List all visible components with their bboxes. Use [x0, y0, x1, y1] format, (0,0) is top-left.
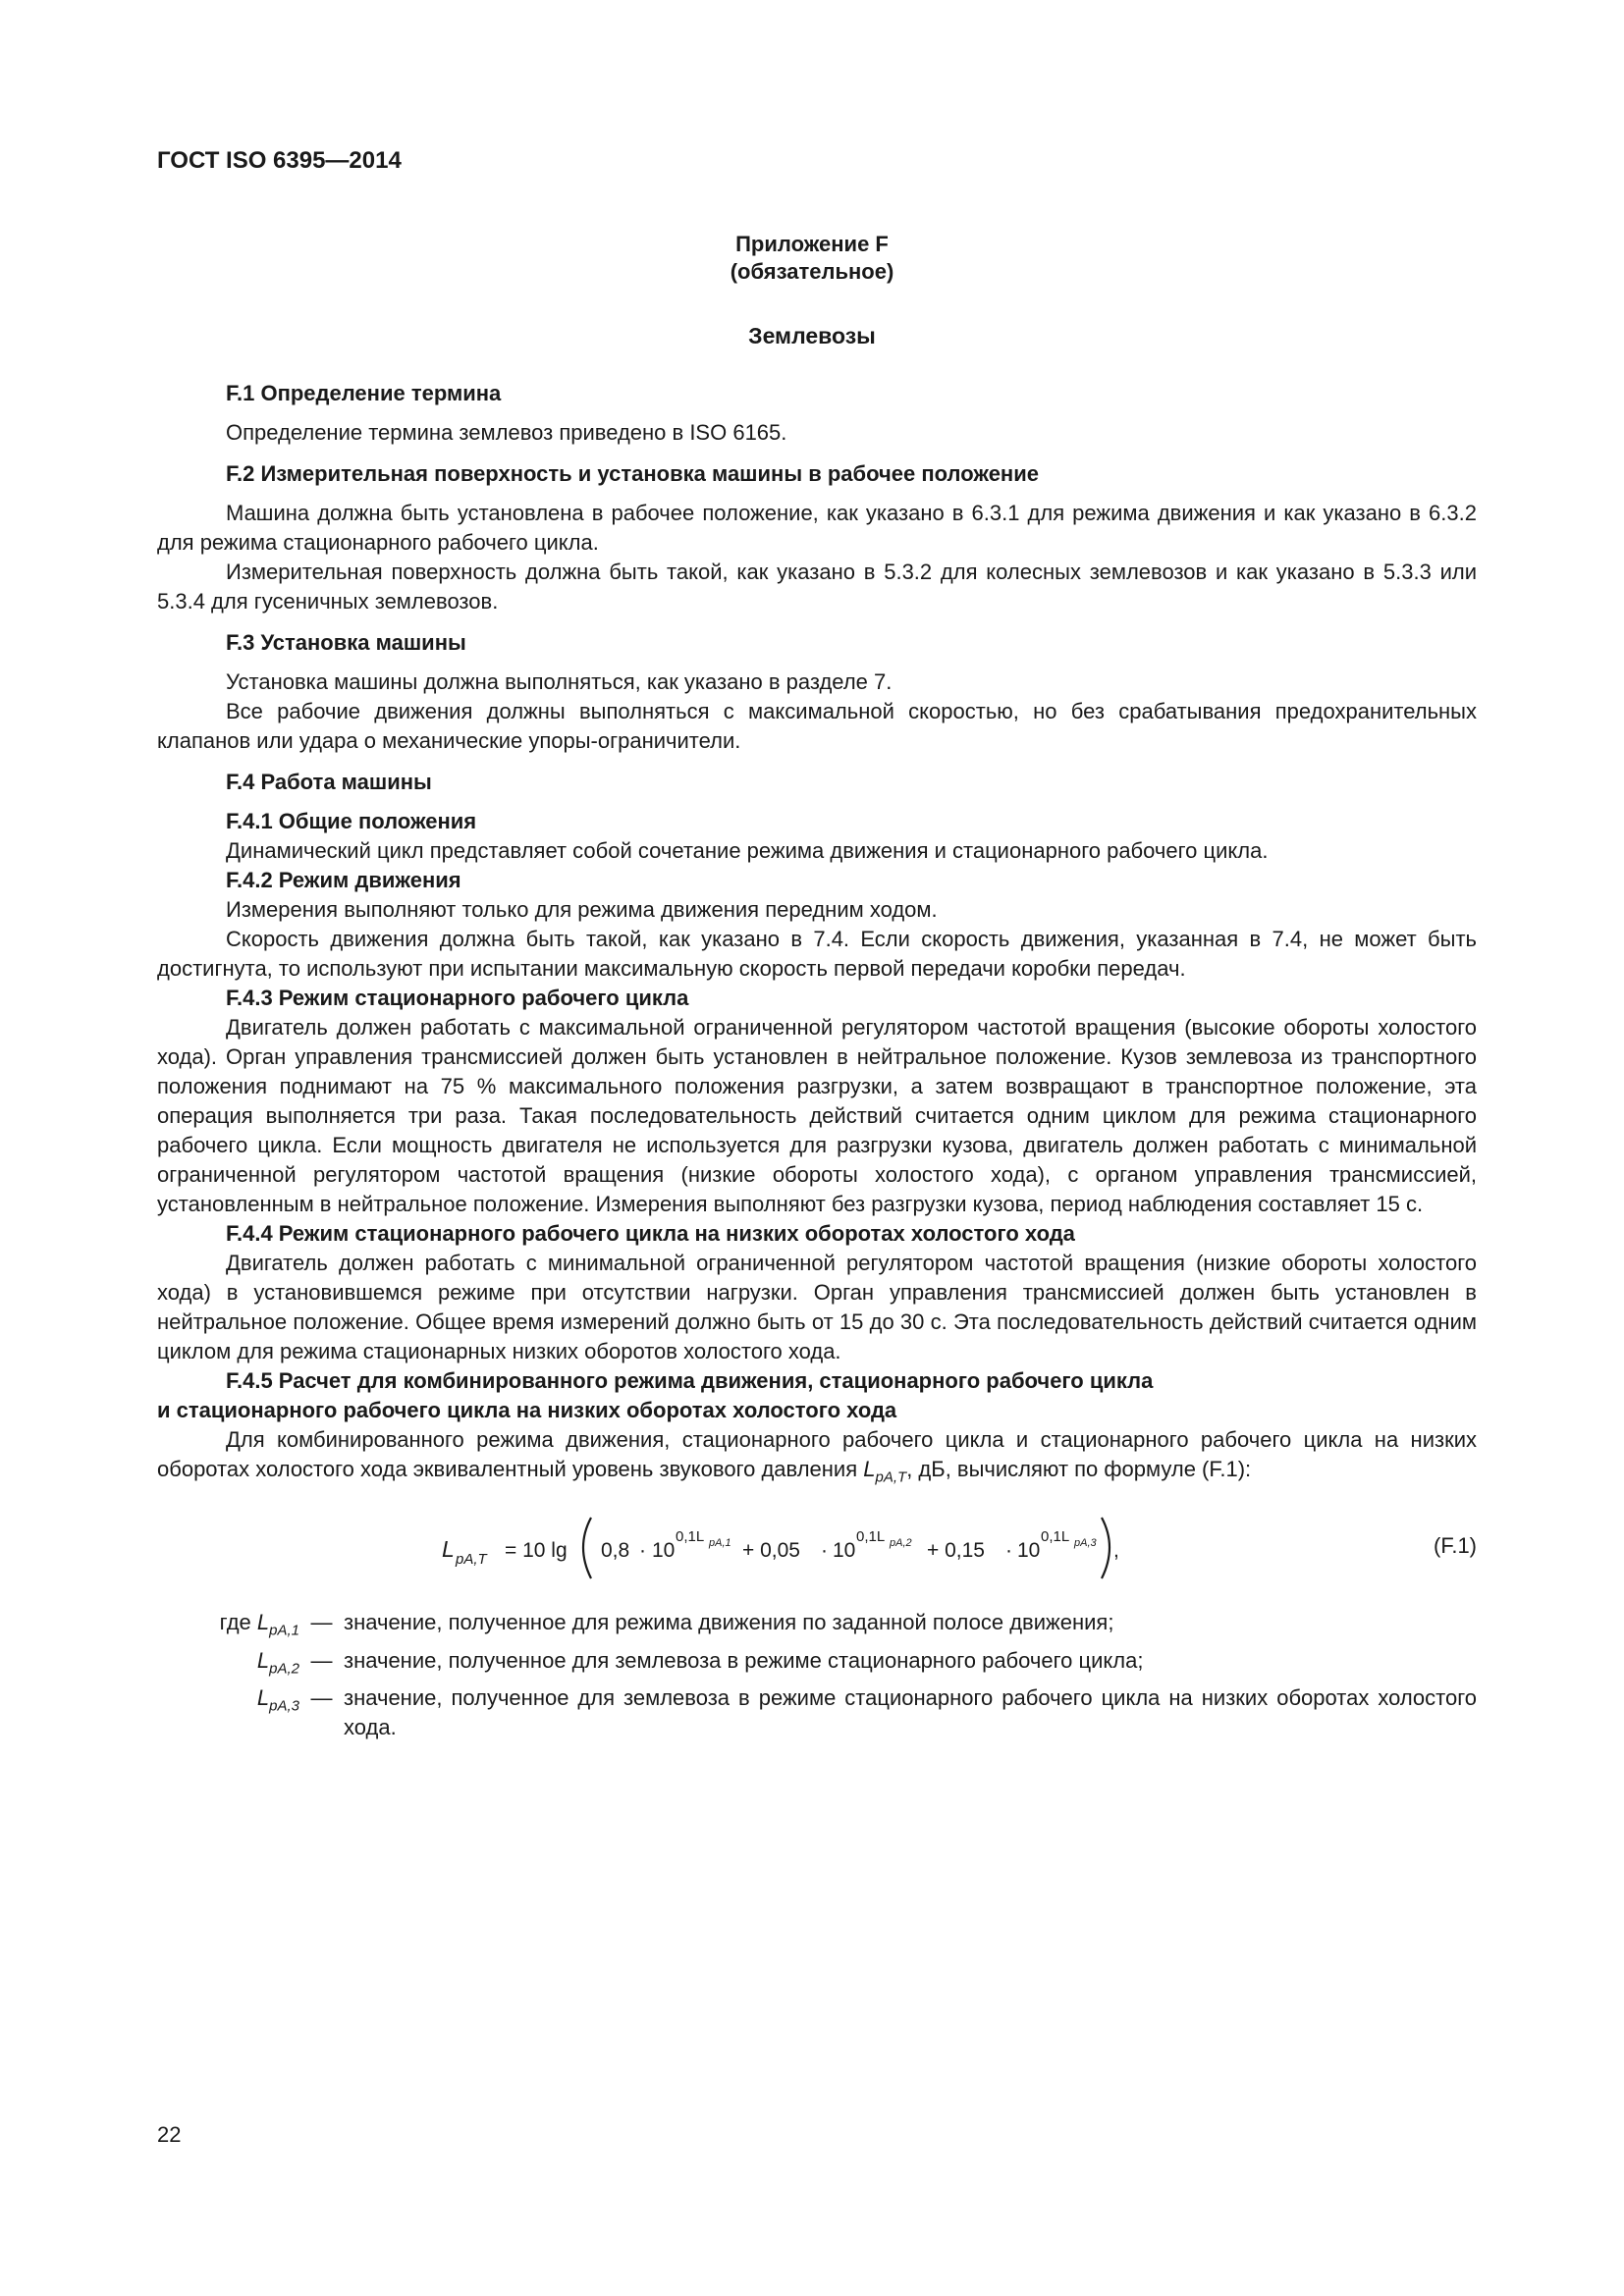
formula-exp-sub-3: pA,3 [1074, 1537, 1097, 1550]
section-heading-f4: F.4 Работа машины [226, 770, 432, 794]
paragraph: Измерения выполняют только для режима движения передним ходом. [226, 897, 938, 922]
formula-legend [157, 1608, 1477, 1742]
legend-item [157, 1683, 1477, 1742]
paragraph: Скорость движения должна быть такой, как указано в 7.4. Если скорость движения, указанная в 7.4, не может быть достигнута, то используют при испытании максимальную скорость первой передачи коробки передач. [157, 927, 1477, 981]
formula-graphic [442, 1502, 1326, 1586]
document-body [157, 379, 1477, 1742]
formula-base-2: 10 [833, 1539, 856, 1563]
formula-dot-2: · [821, 1539, 828, 1563]
section-heading-f43: F.4.3 Режим стационарного рабочего цикла [226, 986, 689, 1010]
annex-status: (обязательное) [730, 259, 894, 284]
formula-coef-1: 0,8 [601, 1539, 630, 1563]
paragraph: Машина должна быть установлена в рабочее положение, как указано в 6.3.1 для режима движения и как указано в 6.3.2 для режима стационарного рабочего цикла. [157, 501, 1477, 555]
legend-dash: — [310, 1610, 333, 1635]
formula-exp-sub-1: pA,1 [709, 1537, 731, 1550]
section-heading-f45: F.4.5 Расчет для комбинированного режима движения, стационарного рабочего цикла [226, 1368, 1154, 1393]
legend-text: значение, полученное для землевоза в режиме стационарного рабочего цикла на низких оборотах холостого хода. [344, 1685, 1477, 1740]
section-heading-f3: F.3 Установка машины [226, 630, 466, 655]
legend-text: значение, полученное для режима движения по заданной полосе движения; [344, 1610, 1114, 1635]
paragraph-formula-intro: Для комбинированного режима движения, стационарного рабочего цикла и стационарного рабочего цикла на низких оборотах холостого хода эквивалентный уровень звукового давления $L_{pA,T}$, дБ, вычисляют по формуле (F.1): [157, 1427, 1477, 1486]
section-heading-f44: F.4.4 Режим стационарного рабочего цикла на низких оборотах холостого хода [226, 1221, 1075, 1246]
section-heading-f1: F.1 Определение термина [226, 381, 502, 405]
formula-comma: , [1113, 1539, 1119, 1563]
formula-dot-1: · [639, 1539, 646, 1563]
paragraph: Определение термина землевоз приведено в ISO 6165. [226, 420, 787, 445]
legend-text: значение, полученное для землевоза в режиме стационарного рабочего цикла; [344, 1647, 1144, 1673]
section-heading-f42: F.4.2 Режим движения [226, 868, 461, 892]
formula-exp-1: 0,1L [676, 1528, 705, 1546]
annex-title: Приложение F [735, 232, 889, 256]
formula-dot-3: · [1005, 1539, 1012, 1563]
paragraph: Установка машины должна выполняться, как указано в разделе 7. [226, 669, 893, 694]
formula-exp-2: 0,1L [856, 1528, 886, 1546]
paragraph: Двигатель должен работать с минимальной ограниченной регулятором частотой вращения (низкие обороты холостого хода) в установившемся режиме при отсутствии нагрузки. Орган управления трансмиссией должен быть установлен в нейтральное положение. Общее время измерений должно быть от 15 до 30 с. Эта последовательность действий считается одним циклом для режима стационарных низких оборотов холостого хода. [157, 1251, 1477, 1363]
section-heading-f45-cont: и стационарного рабочего цикла на низких оборотах холостого хода [157, 1398, 897, 1422]
page-number: 22 [157, 2122, 182, 2147]
paragraph: Измерительная поверхность должна быть такой, как указано в 5.3.2 для колесных землевозов и как указано в 5.3.3 или 5.3.4 для гусеничных землевозов. [157, 560, 1477, 614]
formula-coef-3: + 0,15 [927, 1539, 985, 1563]
paragraph: Двигатель должен работать с максимальной ограниченной регулятором частотой вращения (высокие обороты холостого хода). Орган управления трансмиссией должен быть установлен в нейтральное положение. Кузов землевоза из транспортного положения поднимают на 75 % максимального положения разгрузки, а затем возвращают в транспортное положение, эта операция выполняется три раза. Такая последовательность действий считается одним циклом для режима стационарного рабочего цикла. Если мощность двигателя не используется для разгрузки кузова, двигатель должен работать с минимальной ограниченной регулятором частотой вращения (низкие обороты холостого хода), с органом управления трансмиссией, установленным в нейтральное положение. Измерения выполняют без разгрузки кузова, период наблюдения составляет 15 с. [157, 1015, 1477, 1216]
paragraph: Динамический цикл представляет собой сочетание режима движения и стационарного рабочего цикла. [226, 838, 1269, 863]
legend-symbol: где $L_{pA,1}$ [219, 1610, 299, 1639]
legend-dash: — [310, 1647, 333, 1673]
formula-exp-3: 0,1L [1041, 1528, 1070, 1546]
formula-lhs-sub: pA,T [456, 1551, 487, 1569]
formula-number: (F.1) [1434, 1533, 1477, 1559]
formula-base-3: 10 [1017, 1539, 1041, 1563]
section-heading-f2: F.2 Измерительная поверхность и установка машины в рабочее положение [226, 461, 1039, 486]
formula-left-paren [583, 1518, 591, 1578]
formula-right-paren [1102, 1518, 1110, 1578]
formula-lhs: L [442, 1536, 455, 1563]
legend-item [157, 1608, 1477, 1645]
paragraph: Все рабочие движения должны выполняться с максимальной скоростью, но без срабатывания предохранительных клапанов или удара о механические упоры-ограничители. [157, 699, 1477, 753]
formula-eq: = 10 lg [505, 1539, 568, 1563]
legend-dash: — [310, 1685, 333, 1711]
legend-symbol: $L_{pA,3}$ [256, 1685, 299, 1715]
formula-base-1: 10 [652, 1539, 676, 1563]
legend-symbol: $L_{pA,2}$ [256, 1647, 299, 1678]
section-heading-f41: F.4.1 Общие положения [226, 809, 477, 833]
formula-coef-2: + 0,05 [742, 1539, 800, 1563]
formula-f1 [157, 1502, 1477, 1586]
legend-item [157, 1646, 1477, 1683]
document-header: ГОСТ ISO 6395—2014 [157, 147, 402, 174]
annex-subject: Землевозы [748, 323, 876, 348]
formula-exp-sub-2: pA,2 [890, 1537, 912, 1550]
